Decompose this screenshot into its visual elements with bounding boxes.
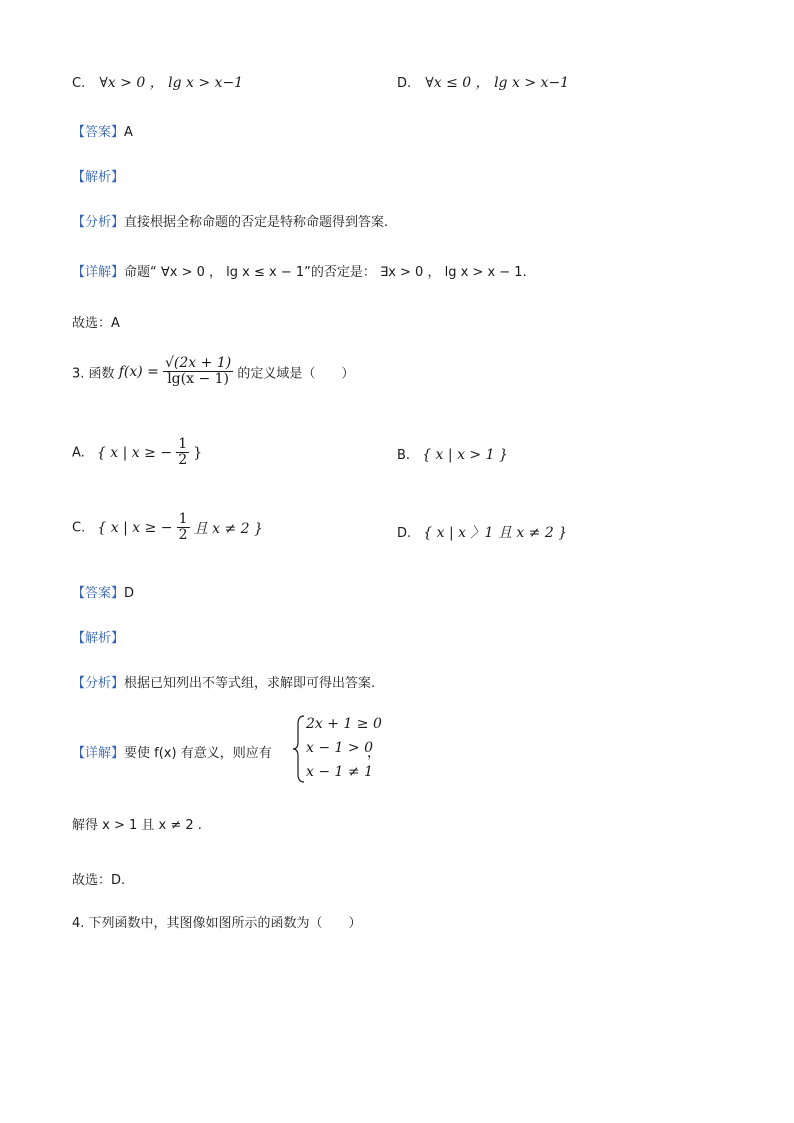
q2-answer [72, 121, 133, 140]
q3-option-a-num: 1 [178, 436, 188, 452]
q3-fenxi [72, 672, 375, 691]
q3-option-d-letter: D. [397, 526, 412, 541]
q3-stem-suffix: 的定义域是（ ） [237, 366, 355, 382]
q2-option-c-math: ∀x > 0 ， lg x > x−1 [99, 75, 244, 91]
q3-choice: 故选：D. [72, 873, 126, 888]
q3-option-a-letter: A. [72, 445, 85, 461]
q3-option-a [72, 437, 202, 469]
q3-option-a-post: } [193, 444, 203, 461]
q3-stem-prefix: 3. 函数 [72, 366, 115, 382]
q3-option-c-post: 且 x ≠ 2 } [193, 520, 263, 537]
q2-xiangjie [72, 261, 527, 280]
fenxi-tag: 【分析】 [72, 215, 125, 230]
q3-option-c-den: 2 [178, 527, 188, 544]
q3-option-c [72, 512, 263, 544]
q2-option-d [397, 72, 569, 92]
q3-option-c-pre: { x | x ≥ − [97, 519, 173, 536]
q4-stem: 4. 下列函数中，其图像如图所示的函数为（ ） [72, 916, 362, 931]
answer-tag: 【答案】 [72, 125, 125, 140]
fenxi-text: 根据已知列出不等式组，求解即可得出答案. [124, 676, 376, 691]
q2-option-d-letter: D. [397, 76, 412, 91]
q2-option-d-math: ∀x ≤ 0 ， lg x > x−1 [425, 75, 570, 91]
q3-stem-denominator: lg(x − 1) [163, 371, 233, 387]
q3-option-c-letter: C. [72, 520, 86, 536]
xiangjie-tag: 【详解】 [72, 265, 125, 280]
q2-option-c-letter: C. [72, 76, 86, 91]
answer-value: D [124, 586, 135, 601]
answer-value: A [124, 125, 133, 140]
inequality-row-3: x − 1 ≠ 1 [306, 764, 373, 780]
fenxi-tag: 【分析】 [72, 676, 125, 691]
inequality-row-2: x − 1 > 0 [306, 740, 373, 756]
q3-xiangjie [72, 742, 272, 761]
q3-option-d [397, 522, 567, 542]
q3-answer [72, 582, 134, 601]
fenxi-text: 直接根据全称命题的否定是特称命题得到答案. [124, 215, 389, 230]
q3-option-c-fraction [177, 512, 190, 544]
q3-stem-fraction [163, 356, 233, 388]
answer-tag: 【答案】 [72, 586, 125, 601]
q3-stem [72, 356, 354, 388]
q3-option-a-pre: { x | x ≥ − [96, 444, 173, 461]
xiangjie-tag: 【详解】 [72, 746, 125, 761]
inequality-row-1: 2x + 1 ≥ 0 [306, 716, 382, 732]
q3-analysis-tag: 【解析】 [72, 631, 125, 646]
q3-xiangjie-post: ， [367, 745, 381, 761]
q3-stem-numerator: √(2x + 1) [165, 355, 232, 371]
q2-fenxi [72, 211, 388, 230]
q2-choice: 故选：A [72, 316, 120, 331]
q3-option-a-fraction [176, 437, 189, 469]
q3-option-b [397, 447, 508, 463]
q3-option-b-math: { x | x > 1 } [422, 447, 508, 463]
q3-option-a-den: 2 [178, 452, 188, 469]
q3-option-d-math: { x | x 〉1 且 x ≠ 2 } [423, 525, 568, 541]
q3-option-b-letter: B. [397, 448, 411, 463]
q3-solution: 解得 x > 1 且 x ≠ 2 . [72, 818, 202, 833]
q2-option-c [72, 72, 243, 92]
left-brace-icon [292, 714, 306, 784]
q3-stem-fx: f(x) = [118, 363, 159, 380]
q2-analysis-tag: 【解析】 [72, 170, 125, 185]
xiangjie-text: 命题“ ∀x > 0 ， lg x ≤ x − 1”的否定是： ∃x > 0 ， lg x > x − 1. [124, 265, 527, 280]
xiangjie-pre: 要使 f(x) 有意义，则应有 [124, 746, 272, 761]
q3-option-c-num: 1 [178, 511, 188, 527]
